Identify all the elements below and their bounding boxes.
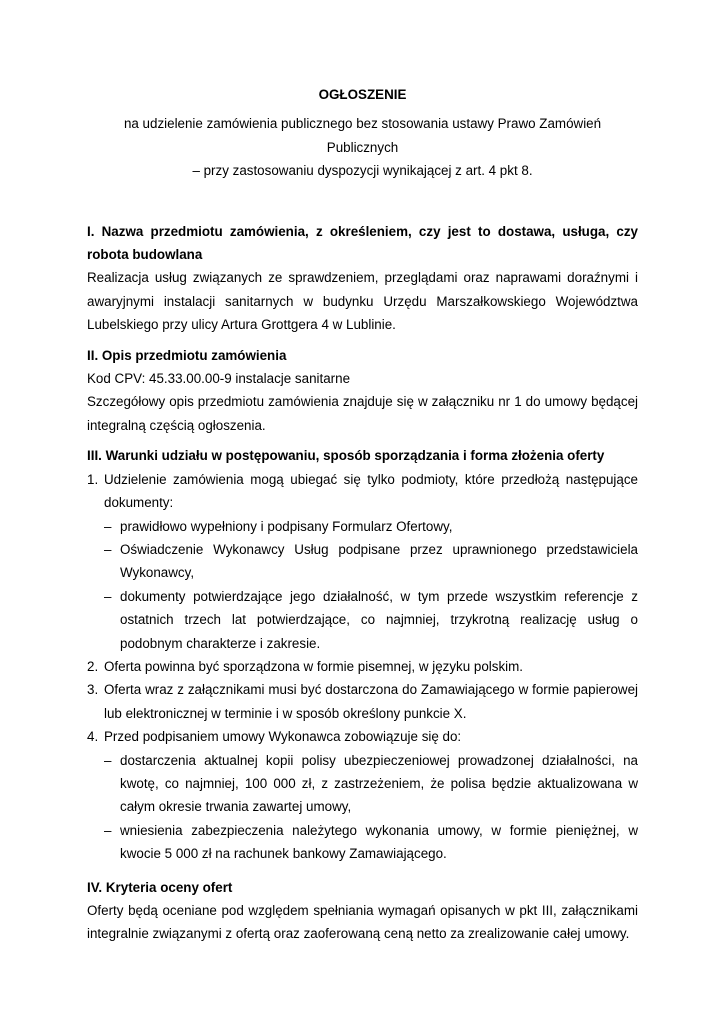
sublist-item (87, 515, 638, 538)
list-item-number: 4. (87, 729, 99, 745)
sublist-item-text: Oświadczenie Wykonawcy Usług podpisane przez uprawnionego przedstawiciela Wykonawcy, (120, 541, 638, 581)
list-item-number: 3. (87, 682, 99, 698)
document-title: OGŁOSZENIE (318, 87, 407, 102)
dash-bullet: – (104, 822, 112, 838)
sublist-item (87, 538, 638, 585)
list-item-text: Udzielenie zamówienia mogą ubiegać się tylko podmioty, które przedłożą następujące dokumenty: (104, 471, 638, 511)
document-content (87, 83, 638, 946)
sublist-item-text: dokumenty potwierdzające jego działalność, w tym przede wszystkim referencje z ostatnich trzech lat potwierdzające, co najmniej, trzykrotną realizację usług o podobnym charakterze i zakresie. (120, 588, 638, 651)
sublist-item (87, 819, 638, 866)
section-3-item-4-sublist (87, 749, 638, 866)
list-item (87, 655, 638, 678)
list-item (87, 725, 638, 748)
sublist-item-text: wniesienia zabezpieczenia należytego wykonania umowy, w formie pieniężnej, w kwocie 5 000 zł na rachunek bankowy Zamawiającego. (120, 822, 638, 862)
section-2-cpv: Kod CPV: 45.33.00.00-9 instalacje sanitarne (87, 371, 351, 387)
sublist-item (87, 749, 638, 819)
document-subtitle-line-1: na udzielenie zamówienia publicznego bez stosowania ustawy Prawo Zamówień Publicznych (123, 116, 602, 155)
section-3-item-1-sublist (87, 515, 638, 655)
list-item-number: 2. (87, 658, 99, 674)
document-subtitle-line-2: – przy zastosowaniu dyspozycji wynikającej z art. 4 pkt 8. (192, 163, 533, 179)
dash-bullet: – (104, 588, 112, 604)
section-2-heading: II. Opis przedmiotu zamówienia (87, 347, 287, 363)
dash-bullet: – (104, 518, 112, 534)
list-item-number: 1. (87, 471, 99, 487)
section-2-text: Szczegółowy opis przedmiotu zamówienia znajduje się w załączniku nr 1 do umowy będącej integralną częścią ogłoszenia. (87, 394, 638, 433)
list-item (87, 678, 638, 725)
sublist-item-text: prawidłowo wypełniony i podpisany Formularz Ofertowy, (120, 518, 453, 534)
dash-bullet: – (104, 752, 112, 768)
list-item-text: Przed podpisaniem umowy Wykonawca zobowiązuje się do: (104, 729, 462, 745)
list-item (87, 468, 638, 515)
section-3-heading: III. Warunki udziału w postępowaniu, sposób sporządzania i forma złożenia oferty (87, 448, 605, 464)
list-sub-container (87, 515, 638, 655)
section-4-heading: IV. Kryteria oceny ofert (87, 879, 233, 895)
dash-bullet: – (104, 541, 112, 557)
section-1-heading: I. Nazwa przedmiotu zamówienia, z określeniem, czy jest to dostawa, usługa, czy robota budowlana (87, 223, 638, 263)
list-sub-container (87, 749, 638, 866)
section-3-list (87, 468, 638, 866)
list-item-text: Oferta wraz z załącznikami musi być dostarczona do Zamawiającego w formie papierowej lub elektronicznej w terminie i w sposób określony punkcie X. (104, 682, 638, 721)
list-item-text: Oferta powinna być sporządzona w formie pisemnej, w języku polskim. (104, 658, 524, 674)
section-1-text: Realizacja usług związanych ze sprawdzeniem, przeglądami oraz naprawami doraźnymi i awaryjnymi instalacji sanitarnych w budynku Urzędu Marszałkowskiego Województwa Lubelskiego przy ulicy Artura Grottgera 4 w Lublinie. (87, 270, 638, 333)
sublist-item-text: dostarczenia aktualnej kopii polisy ubezpieczeniowej prowadzonej działalności, na kwotę, co najmniej, 100 000 zł, z zastrzeżeniem, że polisa będzie aktualizowana w całym okresie trwania zawartej umowy, (120, 752, 638, 815)
section-4-text: Oferty będą oceniane pod względem spełniania wymagań opisanych w pkt III, załącznikami integralnie związanymi z ofertą oraz zaoferowaną ceną netto za zrealizowanie całej umowy. (87, 903, 638, 942)
sublist-item (87, 585, 638, 655)
